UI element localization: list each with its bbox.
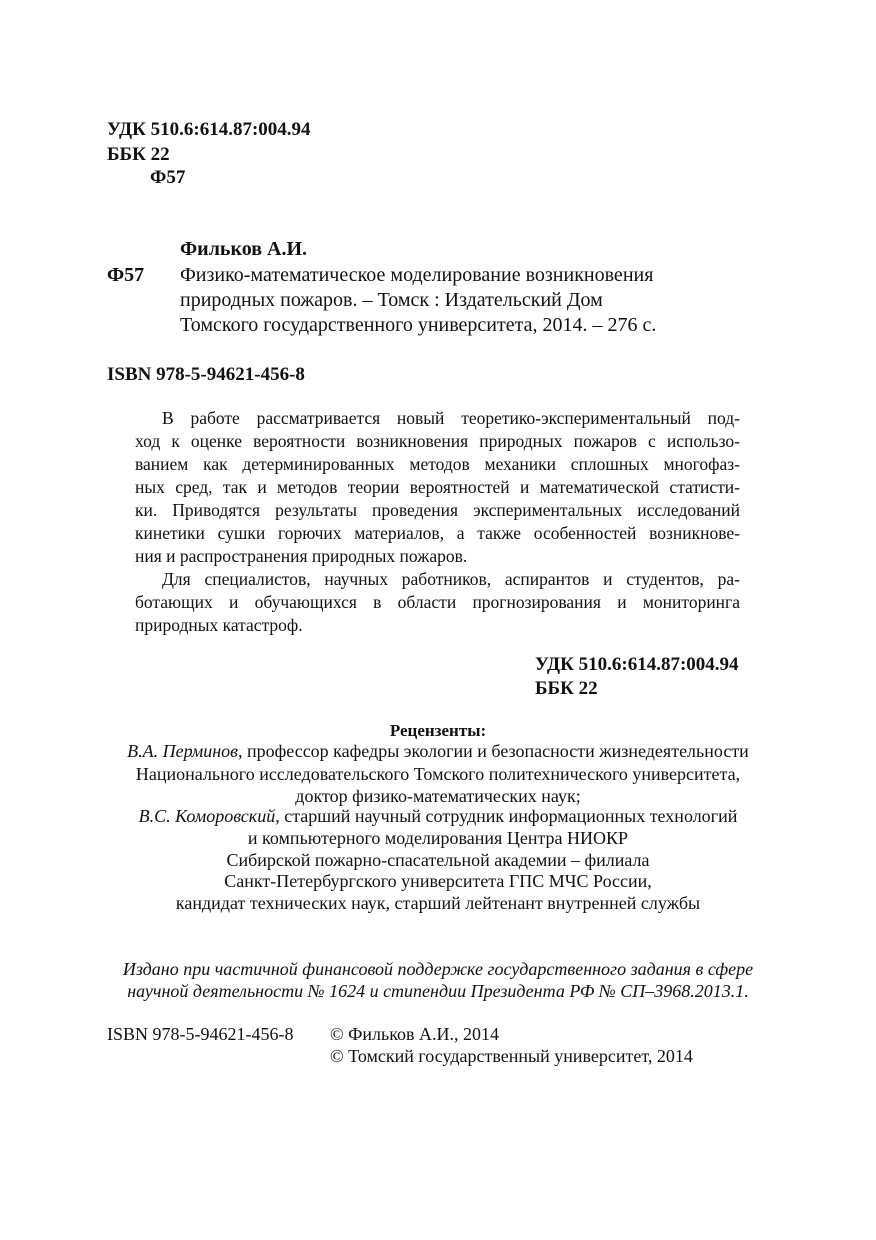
reviewer-2-position: , старший научный сотрудник информационных технологий [275, 806, 738, 826]
reviewer-1-degree: доктор физико-математических наук; [295, 786, 581, 806]
abstract-line: кинетики сушки горючих материалов, а также особенностей возникнове- [135, 523, 740, 543]
abstract-line: Для специалистов, научных работников, аспирантов и студентов, ра- [162, 569, 740, 589]
classification-udk: УДК 510.6:614.87:004.94 [535, 654, 739, 675]
author-name: Фильков А.И. [180, 238, 308, 260]
reviewer-2-degree: кандидат технических наук, старший лейтенант внутренней службы [175, 893, 701, 913]
abstract-line: ных сред, так и методов теории вероятностей и математической статисти- [135, 477, 740, 497]
abstract-line: ход к оценке вероятности возникновения природных пожаров с использо- [135, 431, 740, 451]
reviewers-heading: Рецензенты: [389, 721, 487, 740]
reviewer-1-name: В.А. Перминов [127, 741, 238, 761]
abstract-line: ния и распространения природных пожаров. [135, 546, 468, 566]
bib-code: Ф57 [107, 264, 145, 286]
header-udk: УДК 510.6:614.87:004.94 [107, 119, 311, 140]
reviewer-1-position: , профессор кафедры экологии и безопасности жизнедеятельности [237, 741, 749, 761]
title-line: природных пожаров. – Томск : Издательский Дом [180, 289, 603, 311]
title-line: Физико-математическое моделирование возникновения [180, 264, 654, 286]
abstract-line: ботающих и обучающихся в области прогнозирования и мониторинга [135, 592, 740, 612]
header-bbk: ББК 22 [107, 144, 170, 165]
reviewer-1-line [0, 741, 876, 762]
abstract-line: ванием как детерминированных методов механики сплошных многофаз- [135, 454, 740, 474]
reviewer-2-line [0, 806, 876, 827]
footer-isbn: ISBN 978-5-94621-456-8 [107, 1024, 294, 1044]
abstract-line: В работе рассматривается новый теоретико-экспериментальный под- [162, 408, 740, 428]
header-code: Ф57 [150, 167, 186, 188]
reviewer-1-affiliation: Национального исследовательского Томского политехнического университета, [135, 764, 741, 784]
copyright-author: © Фильков А.И., 2014 [330, 1024, 500, 1044]
reviewer-2-name: В.С. Коморовский [138, 806, 276, 826]
isbn-bold: ISBN 978-5-94621-456-8 [107, 364, 305, 385]
abstract-line: ки. Приводятся результаты проведения экспериментальных исследований [135, 500, 740, 520]
copyright-university: © Томский государственный университет, 2014 [330, 1046, 693, 1066]
funding-note: Издано при частичной финансовой поддержке государственного задания в сфере [122, 959, 754, 979]
title-line: Томского государственного университета, 2014. – 276 с. [180, 314, 657, 336]
funding-note: научной деятельности № 1624 и стипендии Президента РФ № СП–3968.2013.1. [127, 981, 749, 1001]
abstract-line: природных катастроф. [135, 615, 303, 635]
reviewer-2-affiliation: и компьютерного моделирования Центра НИОКР [247, 828, 629, 848]
reviewer-2-affiliation: Сибирской пожарно-спасательной академии – филиала [226, 850, 650, 870]
classification-bbk: ББК 22 [535, 678, 598, 699]
reviewer-2-affiliation: Санкт-Петербургского университета ГПС МЧС России, [224, 871, 652, 891]
